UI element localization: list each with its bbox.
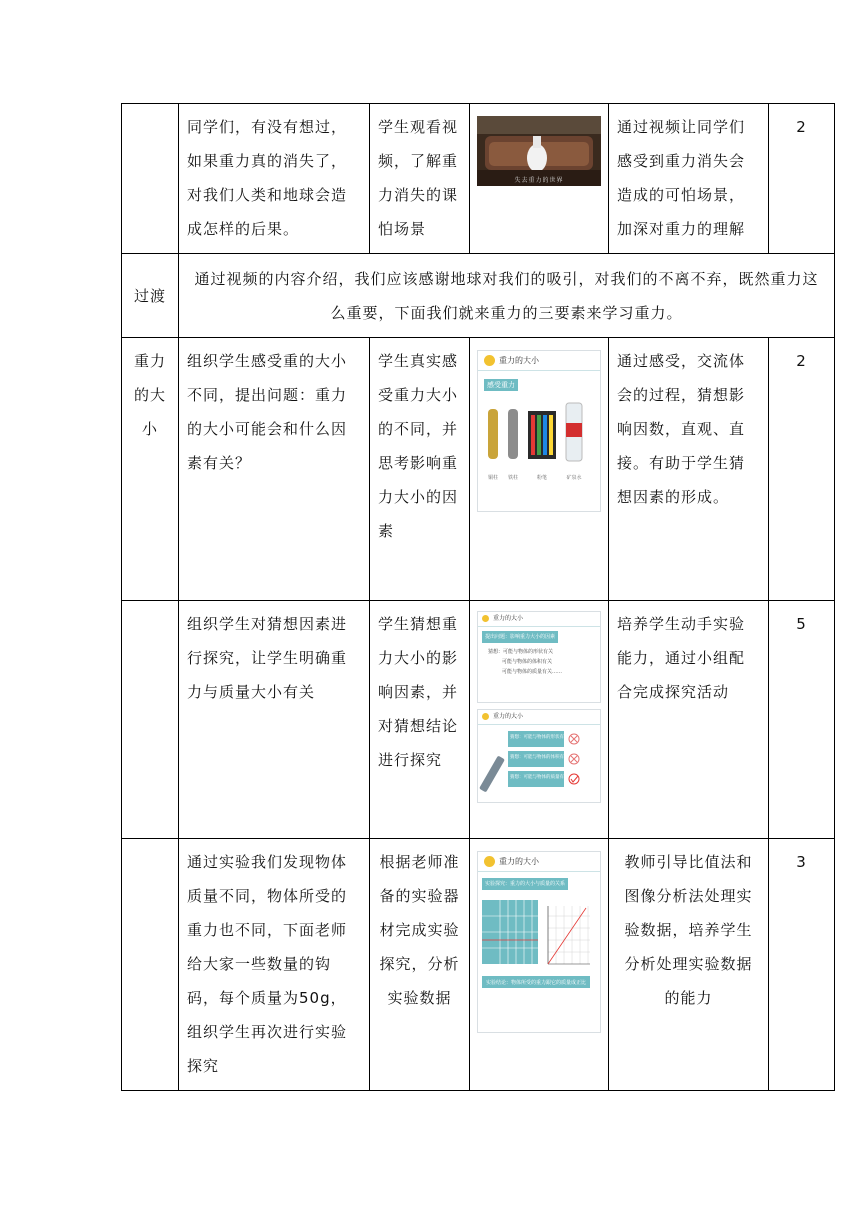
section-cell xyxy=(122,104,179,254)
label-water: 矿泉水 xyxy=(566,475,582,481)
dot-icon xyxy=(484,355,495,366)
media-cell xyxy=(470,104,609,254)
teacher-activity-cell: 同学们，有没有想过，如果重力真的消失了，对我们人类和地球会造成怎样的后果。 xyxy=(179,104,370,254)
student-activity-cell: 学生猜想重力大小的影响因素，并对猜想结论进行探究 xyxy=(370,601,470,839)
design-intent-cell: 培养学生动手实验能力，通过小组配合完成探究活动 xyxy=(609,601,769,839)
teacher-activity-text: 通过实验我们发现物体质量不同，物体所受的重力也不同，下面老师给大家一些数量的钩码，每个质量为50g，组织学生再次进行实验探究 xyxy=(187,853,348,1075)
time-cell: 3 xyxy=(769,839,835,1091)
section-cell: 重力的大小 xyxy=(122,338,179,601)
slide-feel-gravity xyxy=(477,350,601,512)
check-text: 猜想：可能与物体的形状有关 xyxy=(510,735,569,740)
slide-title: 重力的大小 xyxy=(499,857,539,866)
slide-title: 重力的大小 xyxy=(493,713,524,720)
media-cell xyxy=(470,839,609,1091)
teacher-activity-cell: 组织学生感受重的大小不同，提出问题：重力的大小可能会和什么因素有关？ xyxy=(179,338,370,601)
section-cell xyxy=(122,839,179,1091)
table-row xyxy=(122,338,835,601)
label-copper: 铜柱 xyxy=(487,475,499,481)
slide-subtitle: 感受重力 xyxy=(484,379,518,391)
dot-icon xyxy=(484,856,495,867)
section-cell xyxy=(122,601,179,839)
media-cell xyxy=(470,601,609,839)
guess-item: 可能与物体的体积有关 xyxy=(502,659,553,665)
objects-illustration xyxy=(478,399,598,489)
check-text: 猜想：可能与物体的体积有关 xyxy=(510,755,569,760)
label-iron: 铁柱 xyxy=(507,475,519,481)
slide-conclusion: 实验结论：物体所受的重力跟它的质量成正比 xyxy=(486,980,587,986)
slide-question: 提出问题：影响重力大小的因素 xyxy=(482,631,558,643)
dot-icon xyxy=(482,615,489,622)
guess-item: 可能与物体的质量有关…… xyxy=(502,669,563,675)
slide-title: 重力的大小 xyxy=(499,356,539,365)
time-cell: 2 xyxy=(769,338,835,601)
slide-title: 重力的大小 xyxy=(493,615,524,622)
slide-verification xyxy=(477,709,601,803)
table-row xyxy=(122,104,835,254)
design-intent-cell: 教师引导比值法和图像分析法处理实验数据，培养学生分析处理实验数据的能力 xyxy=(609,839,769,1091)
section-cell: 过渡 xyxy=(122,254,179,338)
video-caption: 失去重力的世界 xyxy=(514,177,564,184)
table-row xyxy=(122,601,835,839)
slide-subtitle: 实验探究：重力的大小与质量的关系 xyxy=(482,878,568,890)
experiment-table-graph xyxy=(478,896,598,992)
design-intent-cell: 通过视频让同学们感受到重力消失会造成的可怕场景，加深对重力的理解 xyxy=(609,104,769,254)
design-intent-cell: 通过感受，交流体会的过程，猜想影响因数，直观、直接。有助于学生猜想因素的形成。 xyxy=(609,338,769,601)
verification-illustration xyxy=(478,725,598,797)
slide-experiment xyxy=(477,851,601,1033)
student-activity-cell: 根据老师准备的实验器材完成实验探究，分析实验数据 xyxy=(370,839,470,1091)
lesson-plan-table xyxy=(121,103,835,1091)
dot-icon xyxy=(482,713,489,720)
time-cell: 5 xyxy=(769,601,835,839)
student-activity-cell: 学生真实感受重力大小的不同，并思考影响重力大小的因素 xyxy=(370,338,470,601)
time-cell: 2 xyxy=(769,104,835,254)
video-thumbnail xyxy=(477,116,601,186)
guess-item: 猜想：可能与物体的形状有关 xyxy=(488,649,554,655)
table-row xyxy=(122,839,835,1091)
student-activity-cell: 学生观看视频，了解重力消失的课怕场景 xyxy=(370,104,470,254)
media-cell xyxy=(470,338,609,601)
teacher-activity-cell: 组织学生对猜想因素进行探究，让学生明确重力与质量大小有关 xyxy=(179,601,370,839)
table-row xyxy=(122,254,835,338)
teacher-activity-cell xyxy=(179,839,370,1091)
slide-hypothesis xyxy=(477,611,601,703)
check-text: 猜想：可能与物体的质量有关 xyxy=(510,775,569,780)
label-chalk: 粉笔 xyxy=(536,475,548,481)
transition-text: 通过视频的内容介绍，我们应该感谢地球对我们的吸引，对我们的不离不弃，既然重力这么重要，下面我们就来重力的三要素来学习重力。 xyxy=(179,254,835,338)
